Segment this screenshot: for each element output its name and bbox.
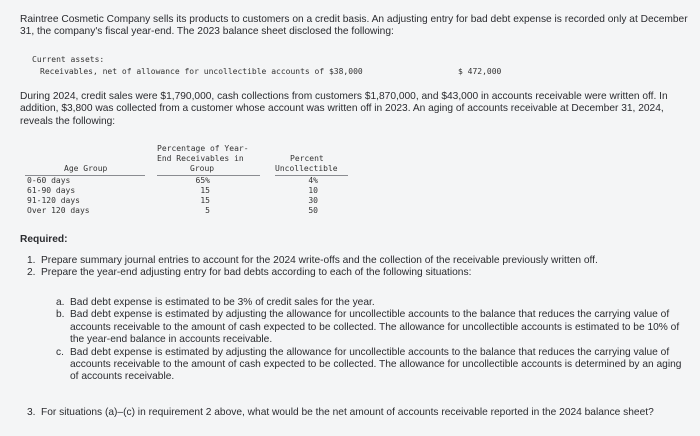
problem-intro: Raintree Cosmetic Company sells its products to customers on a credit basis. An adjusting entry for bad debt expense is recorded only at December 31, the company's fiscal year-end. The 2023 balance sheet disclosed the following:: [20, 14, 688, 38]
requirement-number: 1.: [27, 255, 36, 266]
requirement-number: 3.: [27, 407, 36, 418]
receivables-amount: $ 472,000: [458, 67, 502, 76]
header-percentage-line-1: Percentage of Year-: [157, 144, 249, 153]
required-heading: Required:: [20, 234, 68, 245]
situation-text: Bad debt expense is estimated by adjusting the allowance for uncollectible accounts to the balance that reduces the carrying value of accounts receivable to the amount of cash expected to be collected. The allowance for uncollectible accounts is determined by an aging of accounts receivable.: [70, 346, 682, 383]
requirement-item: [27, 255, 692, 267]
uncollectible-cell: 30: [308, 196, 318, 205]
receivables-line: Receivables, net of allowance for uncollectible accounts of $38,000: [40, 67, 363, 76]
age-group-cell: 91-120 days: [27, 196, 80, 205]
situation-text: Bad debt expense is estimated by adjusting the allowance for uncollectible accounts to the balance that reduces the carrying value of accounts receivable to the amount of cash expected to be collected. The allowance for uncollectible accounts is estimated to be 10% of the year-end balance in accounts receivable.: [70, 309, 680, 346]
situation-item: [56, 309, 686, 346]
percentage-cell: 15: [200, 186, 210, 195]
age-group-cell: 61-90 days: [27, 186, 76, 195]
situations-list: [56, 297, 686, 384]
situation-letter: b.: [56, 309, 65, 321]
header-percentage: [157, 144, 269, 164]
requirement-3: [27, 407, 687, 419]
header-percentage-line-3: Group: [190, 164, 215, 173]
problem-paragraph-2024: During 2024, credit sales were $1,790,000, cash collections from customers $1,870,000, and $43,000 in accounts receivable were written off. In addition, $3,800 was collected from a customer whose account was written off in 2023. An aging of accounts receivable at December 31, 2024, reveals the following:: [20, 91, 668, 127]
situation-item: [56, 347, 686, 384]
requirement-text: Prepare summary journal entries to account for the 2024 write-offs and the collection of the receivable previously written off.: [41, 255, 598, 266]
requirement-text: Prepare the year-end adjusting entry for bad debts according to each of the following situations:: [41, 267, 472, 279]
situation-letter: c.: [56, 346, 64, 358]
uncollectible-cell: 10: [308, 186, 318, 195]
situation-text: Bad debt expense is estimated to be 3% of credit sales for the year.: [70, 297, 375, 308]
percentage-cell: 15: [200, 196, 210, 205]
requirements-list: [27, 255, 692, 280]
current-assets-heading: Current assets:: [32, 55, 105, 64]
requirement-item: [27, 267, 692, 279]
header-uncollectible-line-2: Uncollectible: [275, 164, 338, 173]
requirement-text: For situations (a)–(c) in requirement 2 above, what would be the net amount of accounts receivable reported in the 2024 balance sheet?: [41, 407, 654, 418]
percentage-cell: 65%: [195, 176, 210, 185]
uncollectible-cell: 4%: [308, 176, 318, 185]
header-uncollectible-line-1: Percent: [290, 154, 324, 163]
age-group-cell: 0-60 days: [27, 176, 71, 185]
situation-letter: a.: [56, 297, 65, 308]
requirement-item: [27, 407, 687, 419]
situation-item: [56, 297, 686, 309]
age-group-cell: Over 120 days: [27, 206, 90, 215]
requirement-number: 2.: [27, 267, 36, 279]
header-age-group: Age Group: [64, 164, 108, 173]
uncollectible-cell: 50: [308, 206, 318, 215]
percentage-cell: 5: [205, 206, 210, 215]
header-percentage-line-2: End Receivables in: [157, 154, 244, 163]
